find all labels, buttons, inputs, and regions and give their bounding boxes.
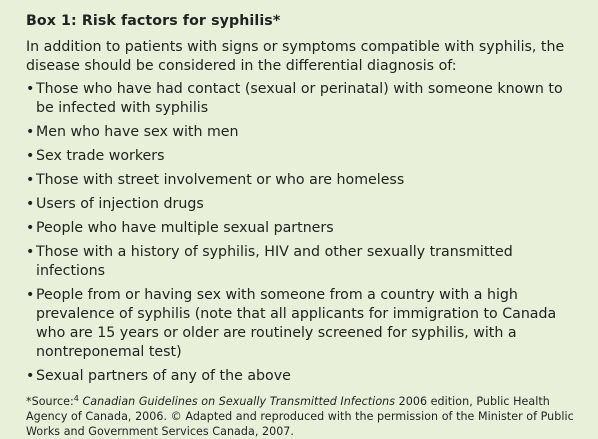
list-item <box>26 219 582 238</box>
source-prefix: *Source: <box>26 395 74 408</box>
list-item <box>26 243 582 281</box>
bullet-icon: • <box>26 220 35 236</box>
list-item-text: Those with street involvement or who are homeless <box>36 172 405 188</box>
list-item-text: Men who have sex with men <box>36 124 239 140</box>
list-item-text: Those with a history of syphilis, HIV and other sexually transmitted infections <box>36 244 513 279</box>
list-item <box>26 80 582 118</box>
bullet-icon: • <box>26 368 35 384</box>
box-title: Box 1: Risk factors for syphilis* <box>26 13 281 29</box>
list-item-text: People who have multiple sexual partners <box>36 220 334 236</box>
bullet-icon: • <box>26 148 35 164</box>
bullet-icon: • <box>26 287 35 303</box>
source-details: 2006 edition, Public Health Agency of Canada, 2006. © Adapted and reproduced with the permission of the Minister of Public Works and Government Services Canada, 2007. <box>26 395 574 438</box>
bullet-icon: • <box>26 196 35 212</box>
source-title: Canadian Guidelines on Sexually Transmitted Infections <box>82 395 396 408</box>
bullet-icon: • <box>26 172 35 188</box>
reference-number: 4 <box>73 394 79 403</box>
list-item-text: People from or having sex with someone from a country with a high prevalence of syphilis (note that all applicants for immigration to Canada who are 15 years or older are routinely screened for syphilis, with a nontreponemal test) <box>36 287 557 360</box>
list-item <box>26 147 582 166</box>
box-intro: In addition to patients with signs or symptoms compatible with syphilis, the disease should be considered in the differential diagnosis of: <box>26 39 565 74</box>
source-footnote <box>26 394 582 439</box>
bullet-icon: • <box>26 81 35 97</box>
list-item-text: Users of injection drugs <box>36 196 204 212</box>
list-item-text: Sexual partners of any of the above <box>36 368 291 384</box>
list-item <box>26 367 582 386</box>
list-item <box>26 195 582 214</box>
list-item <box>26 123 582 142</box>
bullet-icon: • <box>26 124 35 140</box>
list-item-text: Sex trade workers <box>36 148 165 164</box>
risk-factor-list <box>26 80 582 386</box>
list-item-text: Those who have had contact (sexual or perinatal) with someone known to be infected with syphilis <box>36 81 563 116</box>
list-item <box>26 171 582 190</box>
bullet-icon: • <box>26 244 35 260</box>
list-item <box>26 286 582 362</box>
